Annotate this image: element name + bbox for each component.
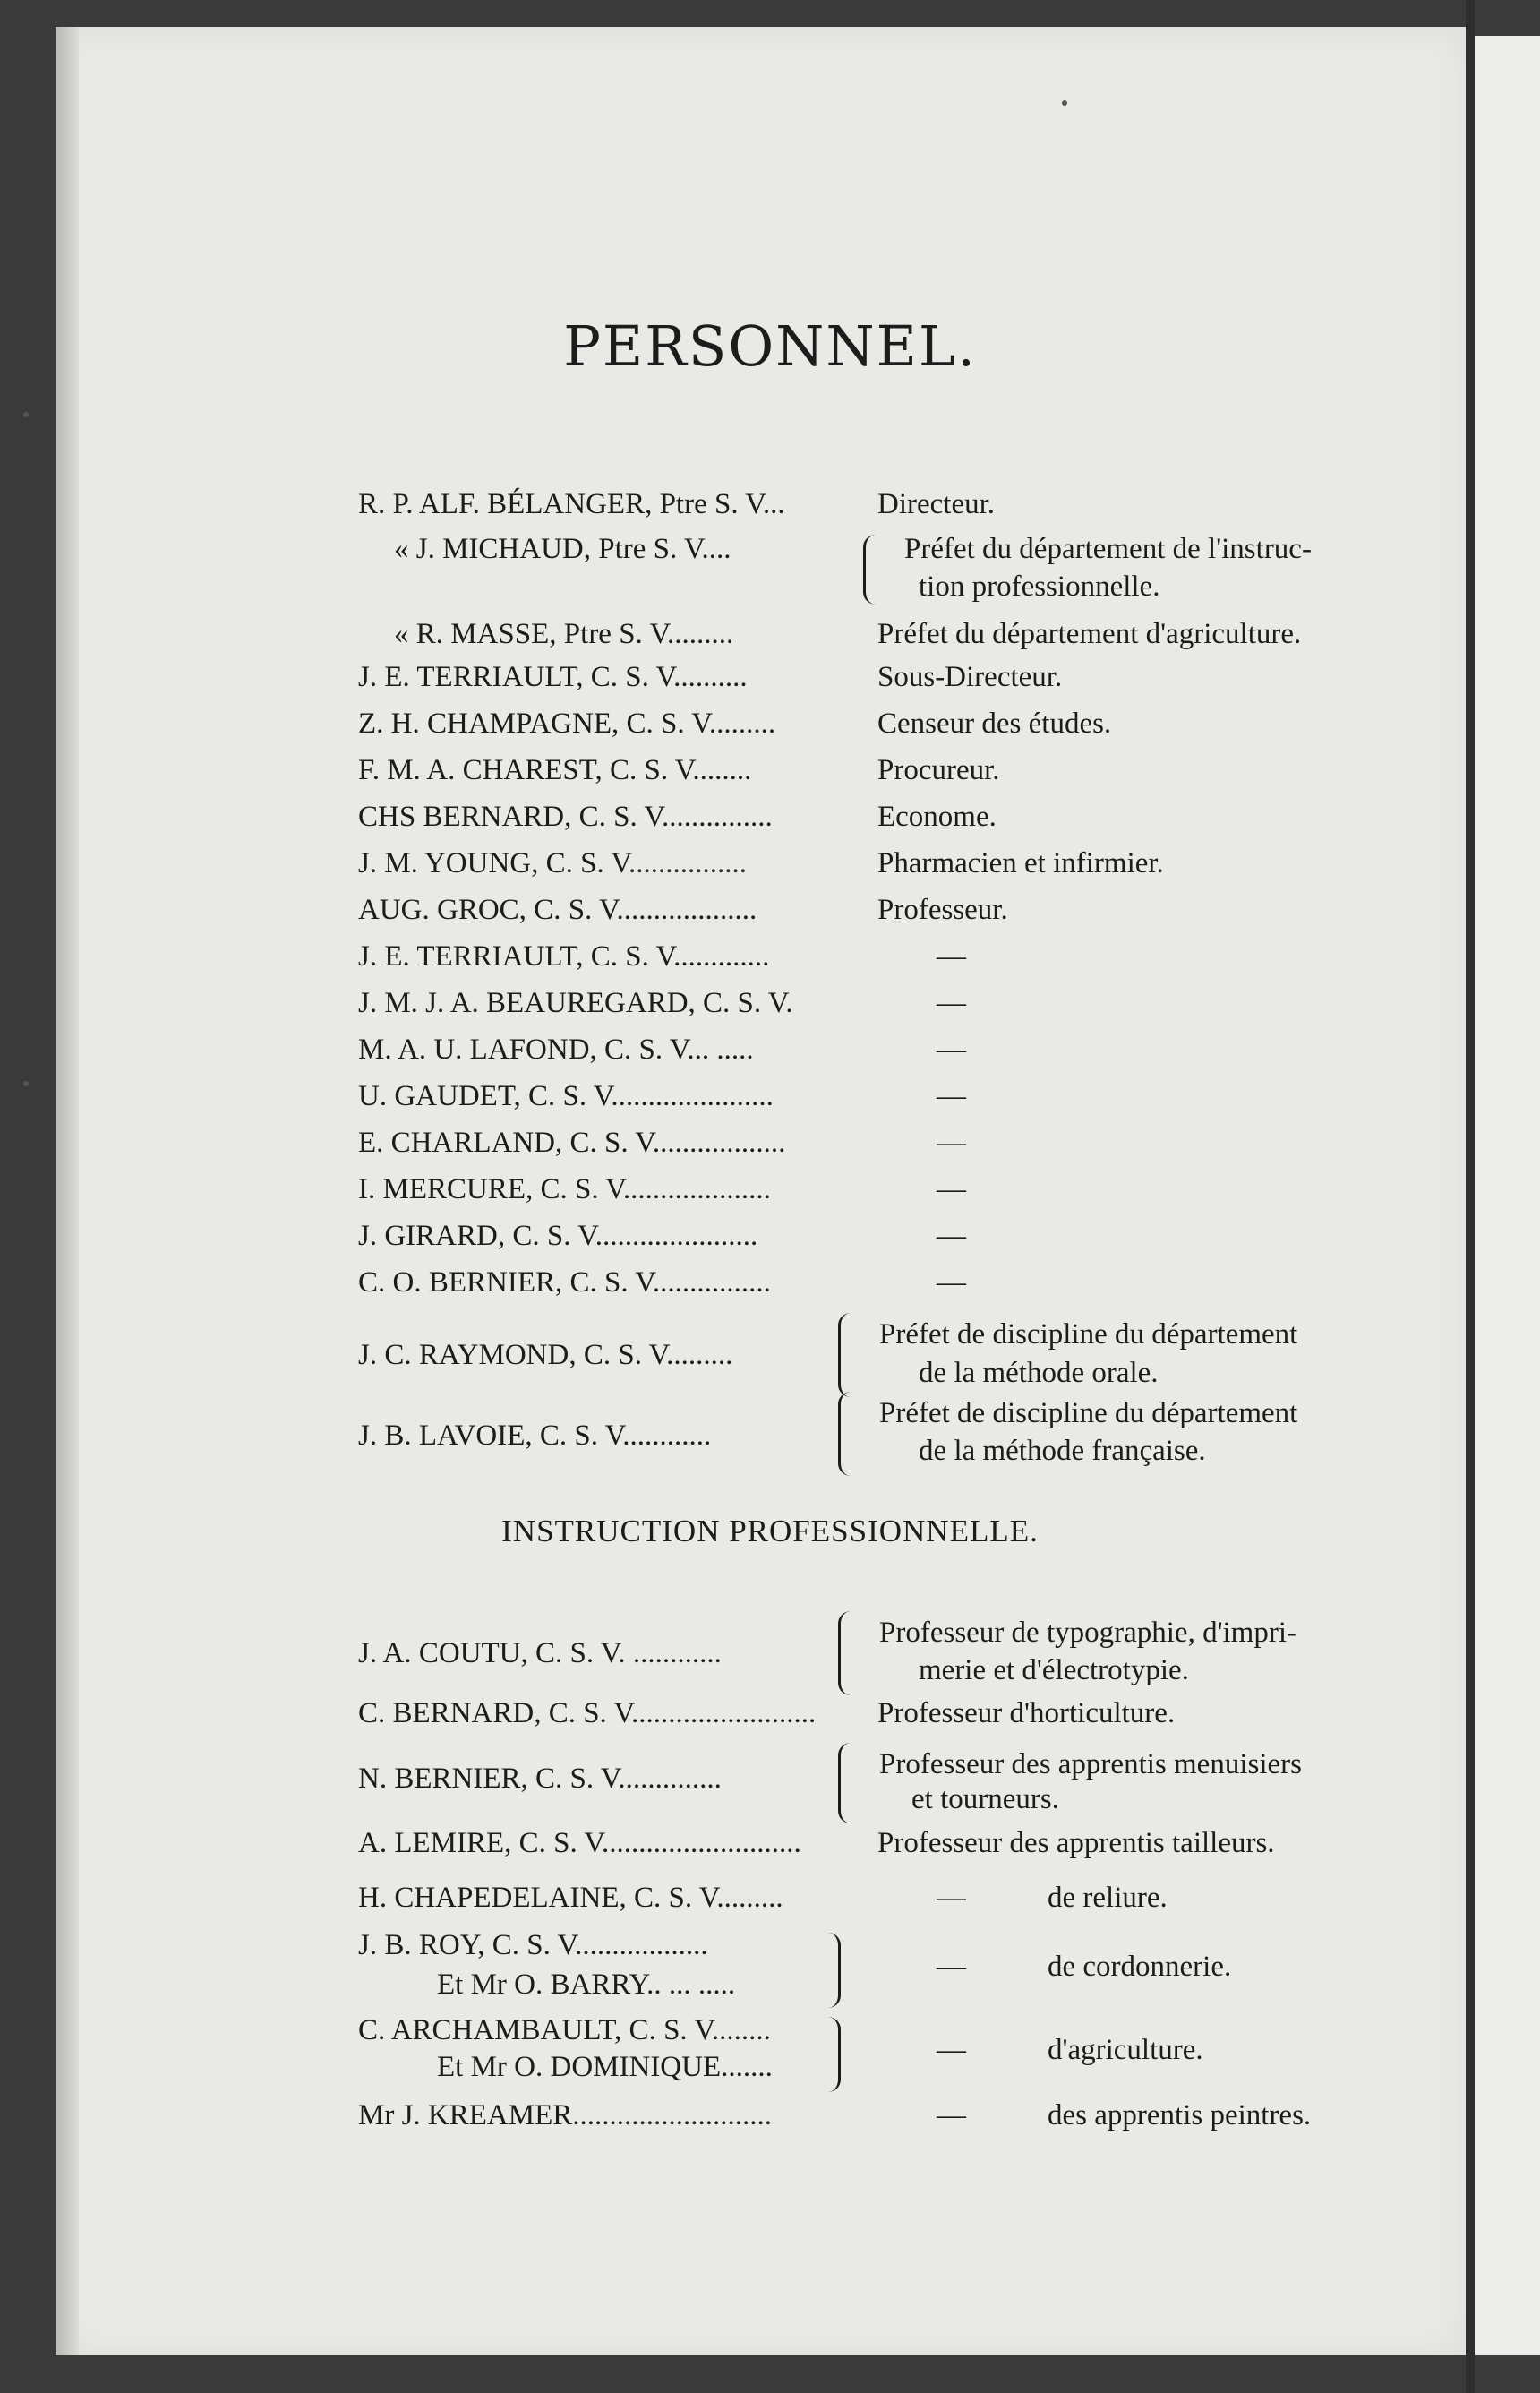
instructor-name: A. LEMIRE, C. S. V...........................	[358, 1827, 801, 1859]
staff-role: de la méthode française.	[919, 1435, 1206, 1467]
speck	[23, 1081, 29, 1086]
adjacent-page-edge	[1475, 36, 1540, 2355]
ditto-dash: —	[937, 2099, 966, 2131]
page-title: PERSONNEL.	[563, 313, 977, 379]
staff-name: R. P. ALF. BÉLANGER, Ptre S. V...	[358, 488, 785, 520]
speck	[23, 412, 29, 417]
brace	[838, 1392, 855, 1476]
staff-name: CHS BERNARD, C. S. V...............	[358, 801, 773, 833]
ditto-dash: —	[937, 1034, 966, 1066]
section-heading: INSTRUCTION PROFESSIONNELLE.	[501, 1514, 1039, 1548]
instructor-name: J. A. COUTU, C. S. V. ............	[358, 1637, 722, 1669]
instructor-name: Et Mr O. DOMINIQUE.......	[437, 2051, 773, 2083]
brace	[863, 535, 880, 605]
ditto-dash: —	[937, 1220, 966, 1252]
ditto-dash: —	[937, 1127, 966, 1159]
instructor-name: C. ARCHAMBAULT, C. S. V........	[358, 2014, 771, 2046]
instructor-name: C. BERNARD, C. S. V.........................	[358, 1697, 817, 1729]
staff-name: « J. MICHAUD, Ptre S. V....	[394, 533, 732, 565]
ditto-dash: —	[937, 1951, 966, 1983]
staff-role: Préfet de discipline du département	[879, 1397, 1298, 1429]
staff-role: Sous-Directeur.	[877, 661, 1063, 693]
staff-name: AUG. GROC, C. S. V...................	[358, 894, 757, 926]
ditto-dash: —	[937, 987, 966, 1019]
brace	[824, 1933, 841, 2008]
instructor-name: N. BERNIER, C. S. V..............	[358, 1763, 722, 1795]
instructor-role: d'agriculture.	[1048, 2034, 1203, 2066]
staff-role: Préfet de discipline du département	[879, 1318, 1298, 1351]
ditto-dash: —	[937, 1080, 966, 1112]
instructor-role: des apprentis peintres.	[1048, 2099, 1312, 2131]
staff-role: Procureur.	[877, 754, 1000, 786]
ditto-dash: —	[937, 1173, 966, 1205]
brace	[824, 2017, 841, 2092]
instructor-role: Professeur des apprentis menuisiers	[879, 1748, 1302, 1780]
brace	[838, 1313, 855, 1397]
staff-name: U. GAUDET, C. S. V......................	[358, 1080, 774, 1112]
staff-role: tion professionnelle.	[919, 570, 1160, 603]
staff-name: J. E. TERRIAULT, C. S. V..........	[358, 661, 748, 693]
speck	[1062, 100, 1067, 106]
instructor-name: Et Mr O. BARRY.. ... .....	[437, 1968, 736, 2001]
ditto-dash: —	[937, 940, 966, 973]
staff-name: J. C. RAYMOND, C. S. V.........	[358, 1339, 733, 1371]
ditto-dash: —	[937, 1882, 966, 1914]
staff-name: J. M. J. A. BEAUREGARD, C. S. V.	[358, 987, 793, 1019]
staff-name: J. E. TERRIAULT, C. S. V.............	[358, 940, 770, 973]
staff-name: J. B. LAVOIE, C. S. V............	[358, 1420, 712, 1452]
brace	[838, 1611, 855, 1695]
staff-name: F. M. A. CHAREST, C. S. V........	[358, 754, 752, 786]
staff-role: Professeur.	[877, 894, 1008, 926]
staff-role: Econome.	[877, 801, 997, 833]
instructor-role: de cordonnerie.	[1048, 1951, 1232, 1983]
ditto-dash: —	[937, 1266, 966, 1299]
staff-name: J. GIRARD, C. S. V......................	[358, 1220, 758, 1252]
staff-role: de la méthode orale.	[919, 1357, 1159, 1389]
staff-name: J. M. YOUNG, C. S. V................	[358, 847, 747, 879]
instructor-role: et tourneurs.	[911, 1783, 1059, 1815]
ditto-dash: —	[937, 2034, 966, 2066]
staff-name: Z. H. CHAMPAGNE, C. S. V.........	[358, 708, 776, 740]
brace	[838, 1743, 855, 1823]
staff-role: Censeur des études.	[877, 708, 1112, 740]
instructor-role: Professeur d'horticulture.	[877, 1697, 1176, 1729]
staff-name: E. CHARLAND, C. S. V..................	[358, 1127, 786, 1159]
instructor-name: H. CHAPEDELAINE, C. S. V.........	[358, 1882, 783, 1914]
instructor-role: Professeur des apprentis tailleurs.	[877, 1827, 1275, 1859]
staff-name: C. O. BERNIER, C. S. V................	[358, 1266, 771, 1299]
staff-name: I. MERCURE, C. S. V....................	[358, 1173, 771, 1205]
instructor-name: J. B. ROY, C. S. V..................	[358, 1929, 708, 1961]
staff-role: Directeur.	[877, 488, 996, 520]
staff-name: M. A. U. LAFOND, C. S. V... .....	[358, 1034, 754, 1066]
staff-name: « R. MASSE, Ptre S. V.........	[394, 618, 734, 650]
instructor-role: de reliure.	[1048, 1882, 1168, 1914]
staff-role: Préfet du département d'agriculture.	[877, 618, 1302, 650]
instructor-role: merie et d'électrotypie.	[919, 1654, 1189, 1686]
staff-role: Pharmacien et infirmier.	[877, 847, 1164, 879]
instructor-role: Professeur de typographie, d'impri-	[879, 1617, 1296, 1649]
instructor-name: Mr J. KREAMER...........................	[358, 2099, 773, 2131]
staff-role: Préfet du département de l'instruc-	[904, 533, 1312, 565]
